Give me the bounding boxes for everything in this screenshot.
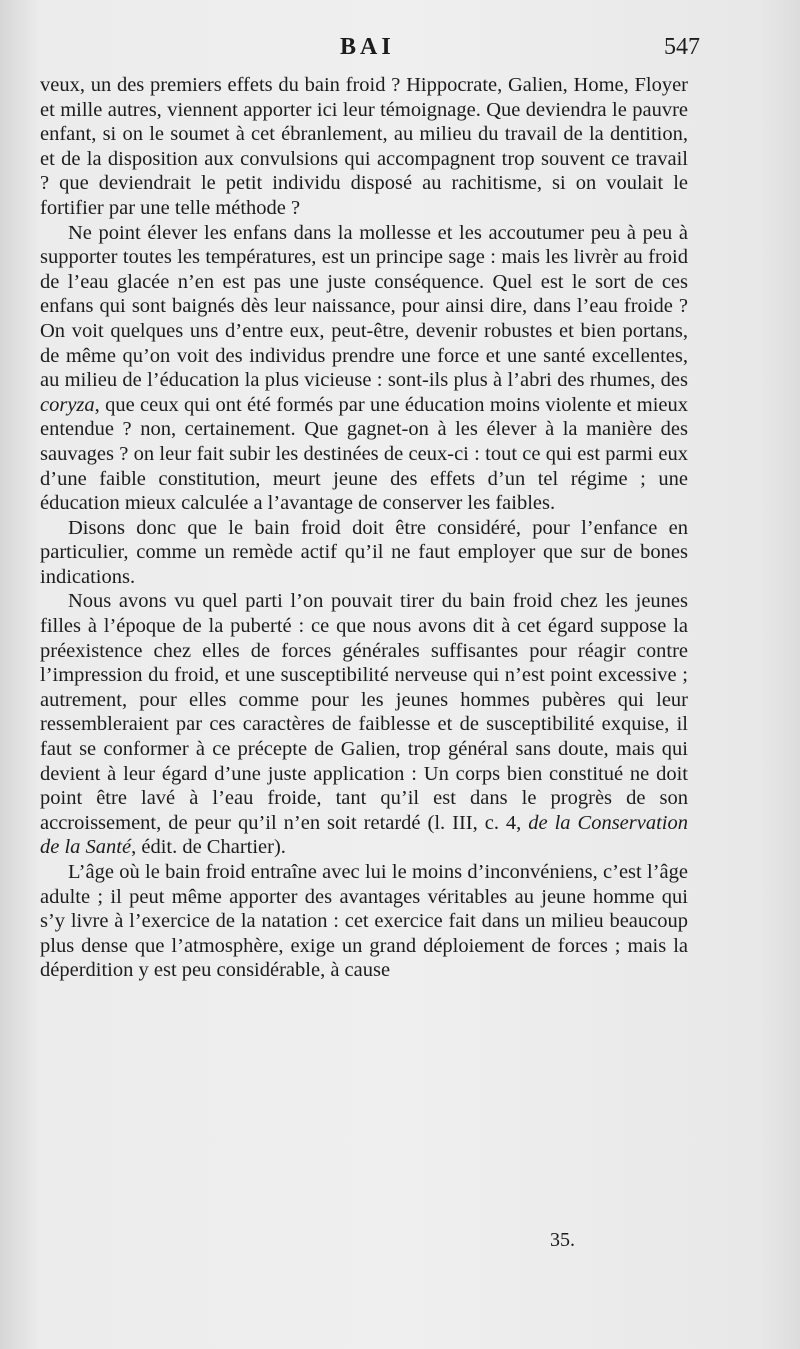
page-header <box>40 34 700 68</box>
italic-text: coryza <box>40 393 95 416</box>
text-run: , que ceux qui ont été formés par une éducation moins violente et mieux entendue ? non, certainement. Que gagnet-on à les élever à la manière des sauvages ? on leur fait subir les destinées de ceux-ci : tout ce qui est parmi eux d’une faible constitution, meurt jeune des effets d’un tel régime ; une éducation mieux calculée a l’avantage de conserver les faibles. <box>40 393 688 515</box>
text-run: veux, un des premiers effets du bain froid ? Hippocrate, Galien, Home, Floyer et mille autres, viennent apporter ici leur témoignage. Que deviendra le pauvre enfant, si on le soumet à cet ébranlement, au milieu du travail de la dentition, et de la disposition aux convulsions qui accompagnent trop souvent ce travail ? que deviendrait le petit individu disposé au rachitisme, si on voulait le fortifier par une telle méthode ? <box>40 74 688 219</box>
paragraph <box>40 589 688 860</box>
text-run: , édit. de Chartier). <box>131 836 286 859</box>
signature-mark: 35. <box>550 1229 575 1251</box>
italic-text: de la Conservation de la Santé <box>40 811 688 859</box>
paragraph <box>40 860 688 983</box>
running-head: BAI <box>340 34 395 60</box>
paragraph <box>40 221 688 516</box>
text-run: Nous avons vu quel parti l’on pouvait tirer du bain froid chez les jeunes filles à l’époque de la puberté : ce que nous avons dit à cet égard suppose la préexistence chez elles de forces générales suffisantes pour réagir contre l’impression du froid, et une susceptibilité nerveuse qui n’est point excessive ; autrement, pour elles comme pour les jeunes hommes pubères qui leur ressembleraient par ces caractères de faiblesse et de susceptibilité exquise, il faut se conformer à ce précepte de Galien, trop général sans doute, mais qui devient à leur égard d’une juste application : Un corps bien constitué ne doit point être lavé à l’eau froide, tant qu’il est dans le progrès de son accroissement, de peur qu’il n’en soit retardé (l. III, c. 4, <box>40 590 688 834</box>
text-run: L’âge où le bain froid entraîne avec lui le moins d’inconvéniens, c’est l’âge adulte ; il peut même apporter des avantages véritables au jeune homme qui s’y livre à l’exercice de la natation : cet exercice fait dans un milieu beaucoup plus dense que l’atmosphère, exige un grand déploiement de forces ; mais la déperdition y est peu considérable, à cause <box>40 861 688 982</box>
body-text <box>40 73 688 983</box>
paragraph <box>40 73 688 221</box>
paragraph <box>40 516 688 590</box>
page-number: 547 <box>664 34 700 60</box>
text-run: Disons donc que le bain froid doit être considéré, pour l’enfance en particulier, comme un remède actif qu’il ne faut employer que sur de bones indications. <box>40 516 688 588</box>
text-run: Ne point élever les enfans dans la mollesse et les accoutumer peu à peu à supporter toutes les températures, est un principe sage : mais les livrèr au froid de l’eau glacée n’en est pas une juste conséquence. Quel est le sort de ces enfans qui sont baignés dès leur naissance, pour ainsi dire, dans l’eau froide ? On voit quelques uns d’entre eux, peut-être, devenir robustes et bien portans, de même qu’on voit des individus prendre une force et une santé excellentes, au milieu de l’éducation la plus vicieuse : sont-ils plus à l’abri des rhumes, des <box>40 221 688 392</box>
